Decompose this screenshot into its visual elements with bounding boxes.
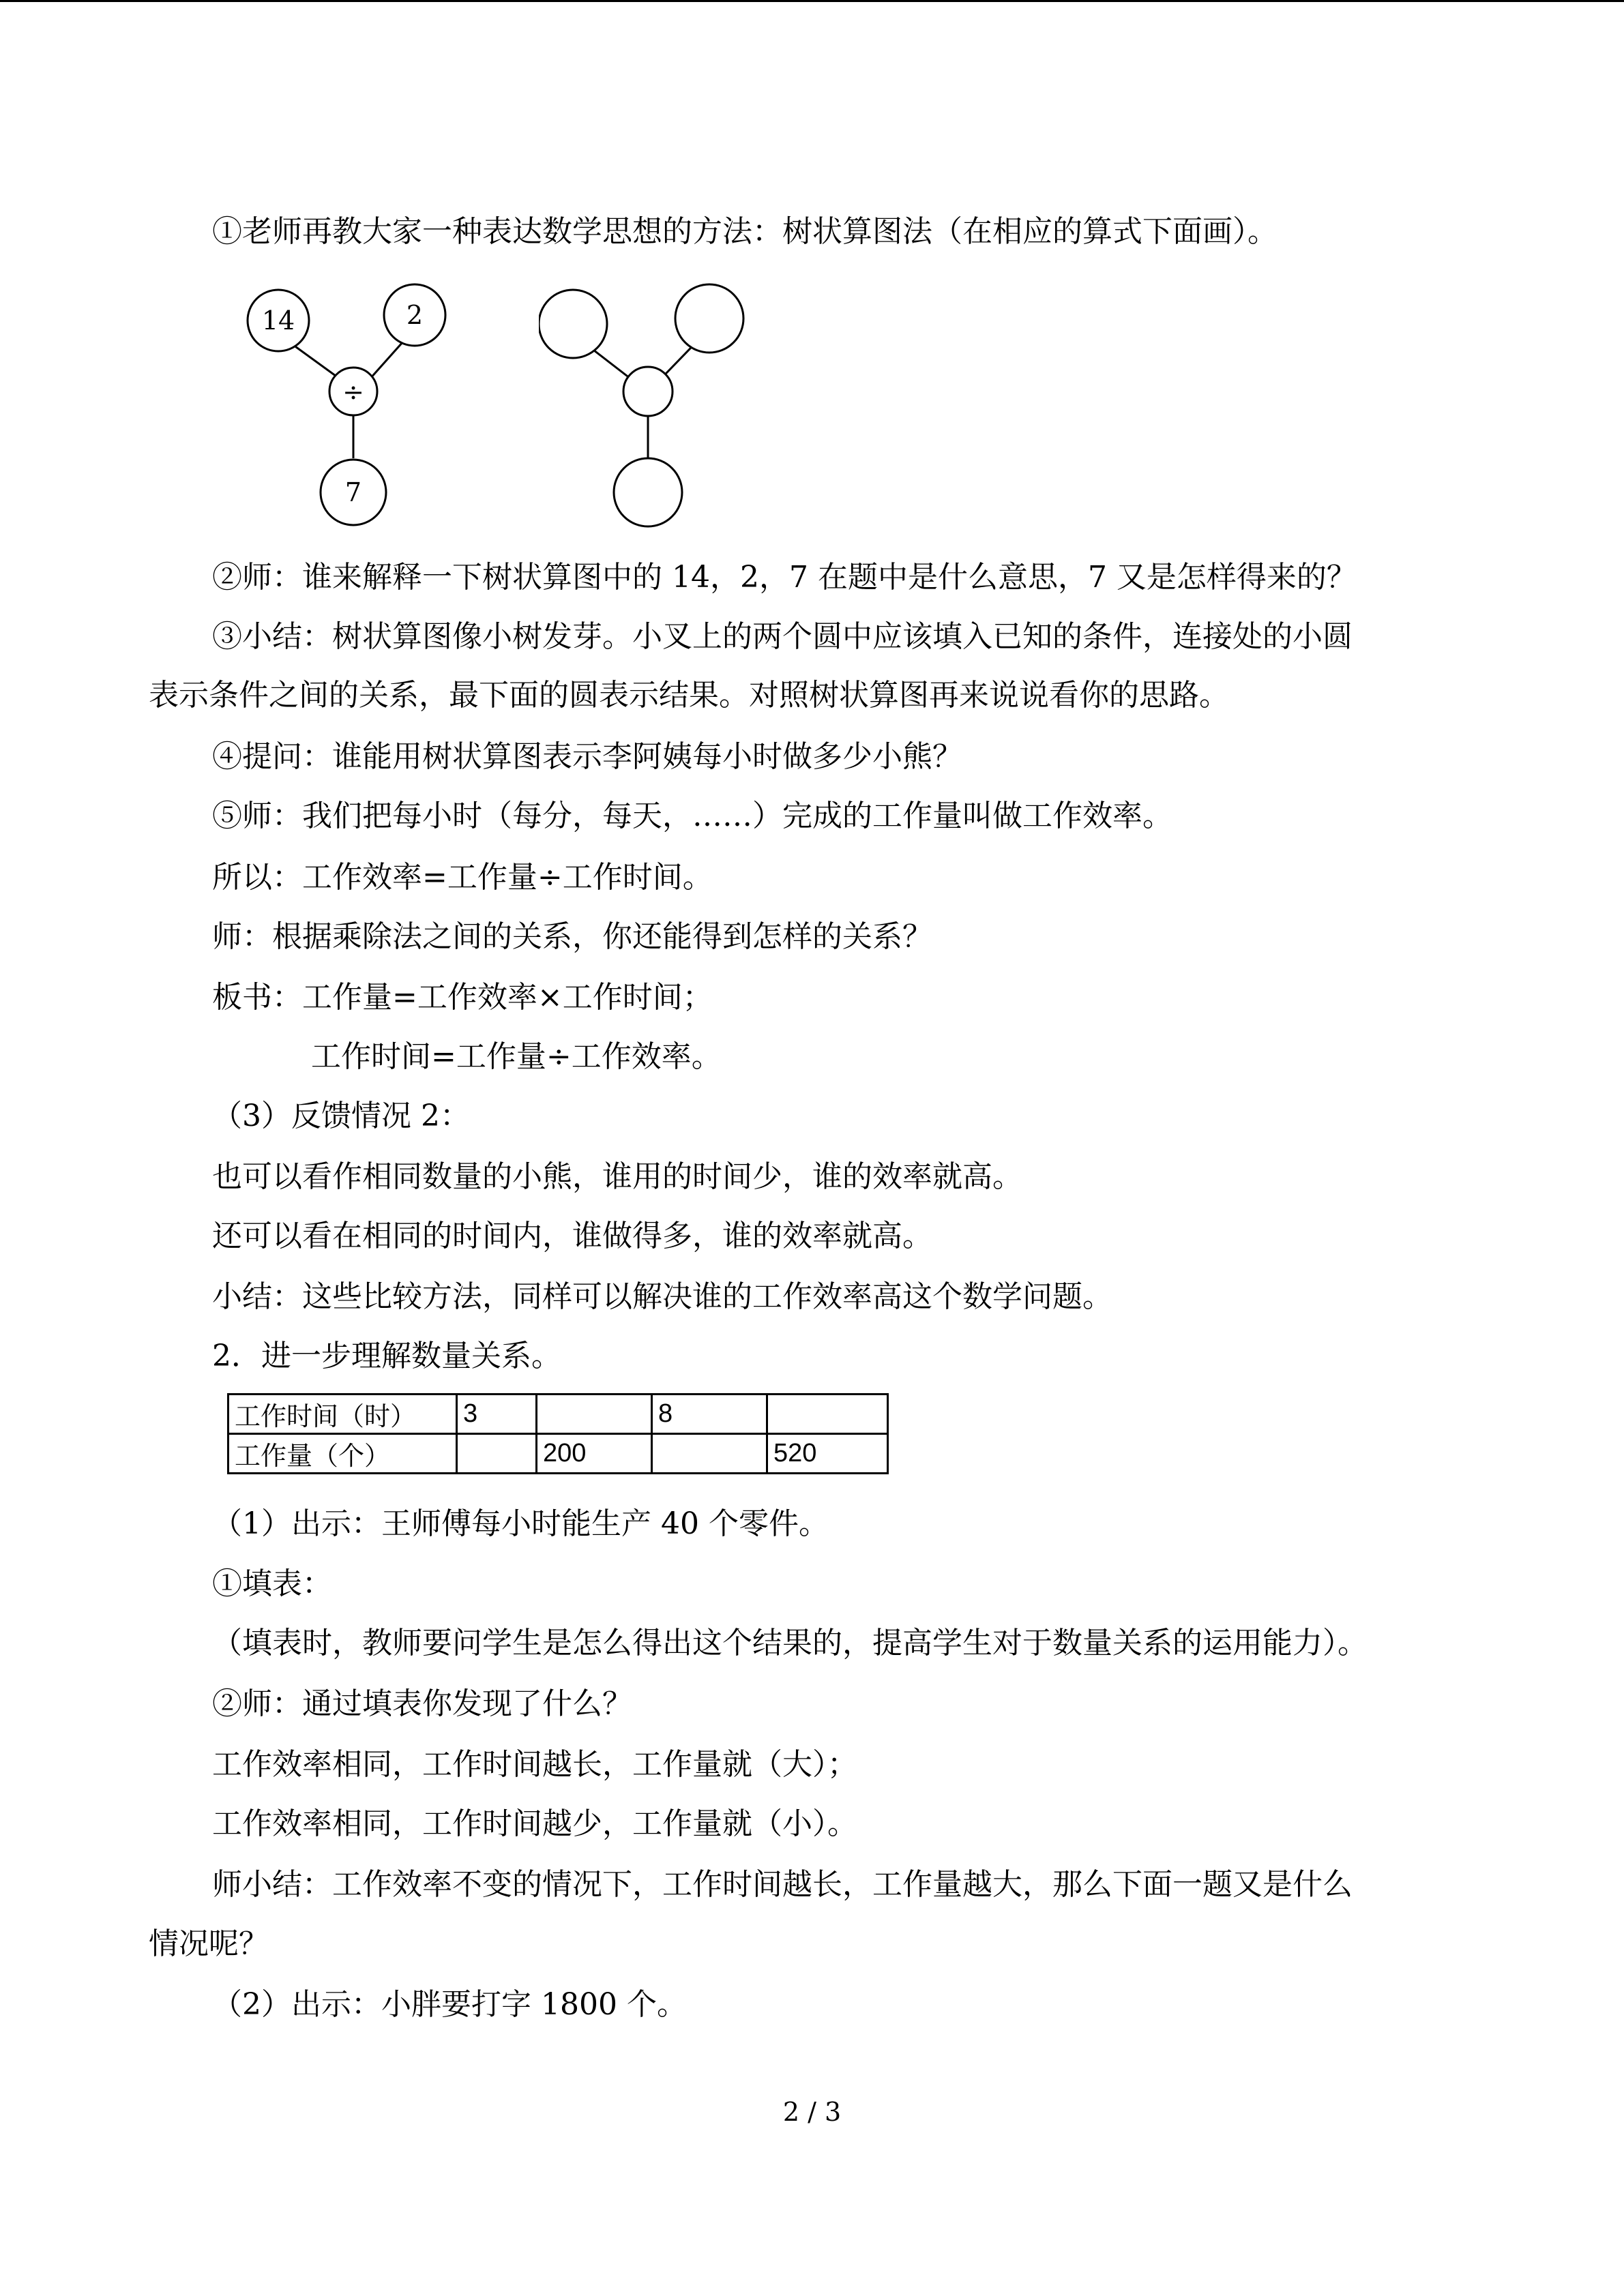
table-cell: 200 — [537, 1434, 652, 1474]
table-cell: 工作时间（时） — [228, 1395, 457, 1434]
table-cell — [457, 1434, 537, 1474]
tree-node-right — [675, 284, 743, 353]
paragraph-tree-method: ①老师再教大家一种表达数学思想的方法：树状算图法（在相应的算式下面画）。 — [212, 214, 1278, 249]
paragraph-feedback-2: （3）反馈情况 2： — [212, 1099, 470, 1133]
paragraph-board-formula2: 工作时间=工作量÷工作效率。 — [311, 1039, 722, 1074]
table-row — [228, 1434, 888, 1474]
paragraph-show-1: （1）出示：王师傅每小时能生产 40 个零件。 — [212, 1506, 829, 1541]
paragraph-summary-line2: 表示条件之间的关系，最下面的圆表示结果。对照树状算图再来说说看你的思路。 — [149, 678, 1229, 713]
tree-left-value: 14 — [261, 305, 295, 336]
tree-result-value: 7 — [344, 477, 362, 507]
tree-right-value: 2 — [406, 300, 424, 330]
table-cell: 8 — [652, 1395, 767, 1434]
tree-diagram-filled — [246, 280, 457, 532]
paragraph-compare-summary: 小结：这些比较方法，同样可以解决谁的工作效率高这个数学问题。 — [212, 1279, 1112, 1314]
tree-node-operator — [623, 367, 673, 416]
paragraph-explain-numbers: ②师：谁来解释一下树状算图中的 14，2，7 在题中是什么意思，7 又是怎样得来的？ — [212, 560, 1357, 595]
paragraph-efficiency-def: ⑤师：我们把每小时（每分，每天，……）完成的工作量叫做工作效率。 — [212, 799, 1172, 833]
paragraph-same-quantity: 也可以看作相同数量的小熊，谁用的时间少，谁的效率就高。 — [212, 1159, 1022, 1194]
table-cell: 520 — [767, 1434, 888, 1474]
paragraph-show-2: （2）出示：小胖要打字 1800 个。 — [212, 1987, 687, 2022]
paragraph-same-time: 还可以看在相同的时间内，谁做得多，谁的效率就高。 — [212, 1219, 932, 1253]
paragraph-board-formula1: 板书：工作量=工作效率×工作时间； — [212, 980, 713, 1015]
work-table — [227, 1393, 889, 1474]
paragraph-formula-efficiency: 所以：工作效率=工作量÷工作时间。 — [212, 860, 713, 895]
paragraph-finding-1: 工作效率相同，工作时间越长，工作量就（大）； — [212, 1747, 857, 1782]
tree-node-left — [539, 290, 607, 358]
paragraph-teacher-summary-line1: 师小结：工作效率不变的情况下，工作时间越长，工作量越大，那么下面一题又是什么 — [212, 1867, 1353, 1902]
table-cell — [537, 1395, 652, 1434]
paragraph-question: ④提问：谁能用树状算图表示李阿姨每小时做多少小熊？ — [212, 739, 962, 774]
page-number: 2 / 3 — [782, 2097, 842, 2127]
paragraph-fill-note: （填表时，教师要问学生是怎么得出这个结果的，提高学生对于数量关系的运用能力）。 — [212, 1626, 1368, 1660]
table-row — [228, 1395, 888, 1434]
tree-operator: ÷ — [342, 377, 364, 407]
paragraph-finding-2: 工作效率相同，工作时间越少，工作量就（小）。 — [212, 1806, 857, 1841]
tree-node-result — [614, 458, 682, 526]
table-cell — [767, 1395, 888, 1434]
tree-diagram-empty — [539, 280, 750, 532]
table-cell: 3 — [457, 1395, 537, 1434]
paragraph-summary-line1: ③小结：树状算图像小树发芽。小叉上的两个圆中应该填入已知的条件，连接处的小圆 — [212, 619, 1353, 654]
table-cell: 工作量（个） — [228, 1434, 457, 1474]
paragraph-section-2: 2．进一步理解数量关系。 — [212, 1339, 561, 1373]
top-border-line — [0, 0, 1624, 2]
paragraph-discovery: ②师：通过填表你发现了什么？ — [212, 1686, 632, 1721]
paragraph-teacher-summary-line2: 情况呢？ — [149, 1926, 269, 1961]
paragraph-fill-table: ①填表： — [212, 1566, 332, 1601]
table-cell — [652, 1434, 767, 1474]
paragraph-teacher-relation: 师：根据乘除法之间的关系，你还能得到怎样的关系？ — [212, 919, 932, 954]
